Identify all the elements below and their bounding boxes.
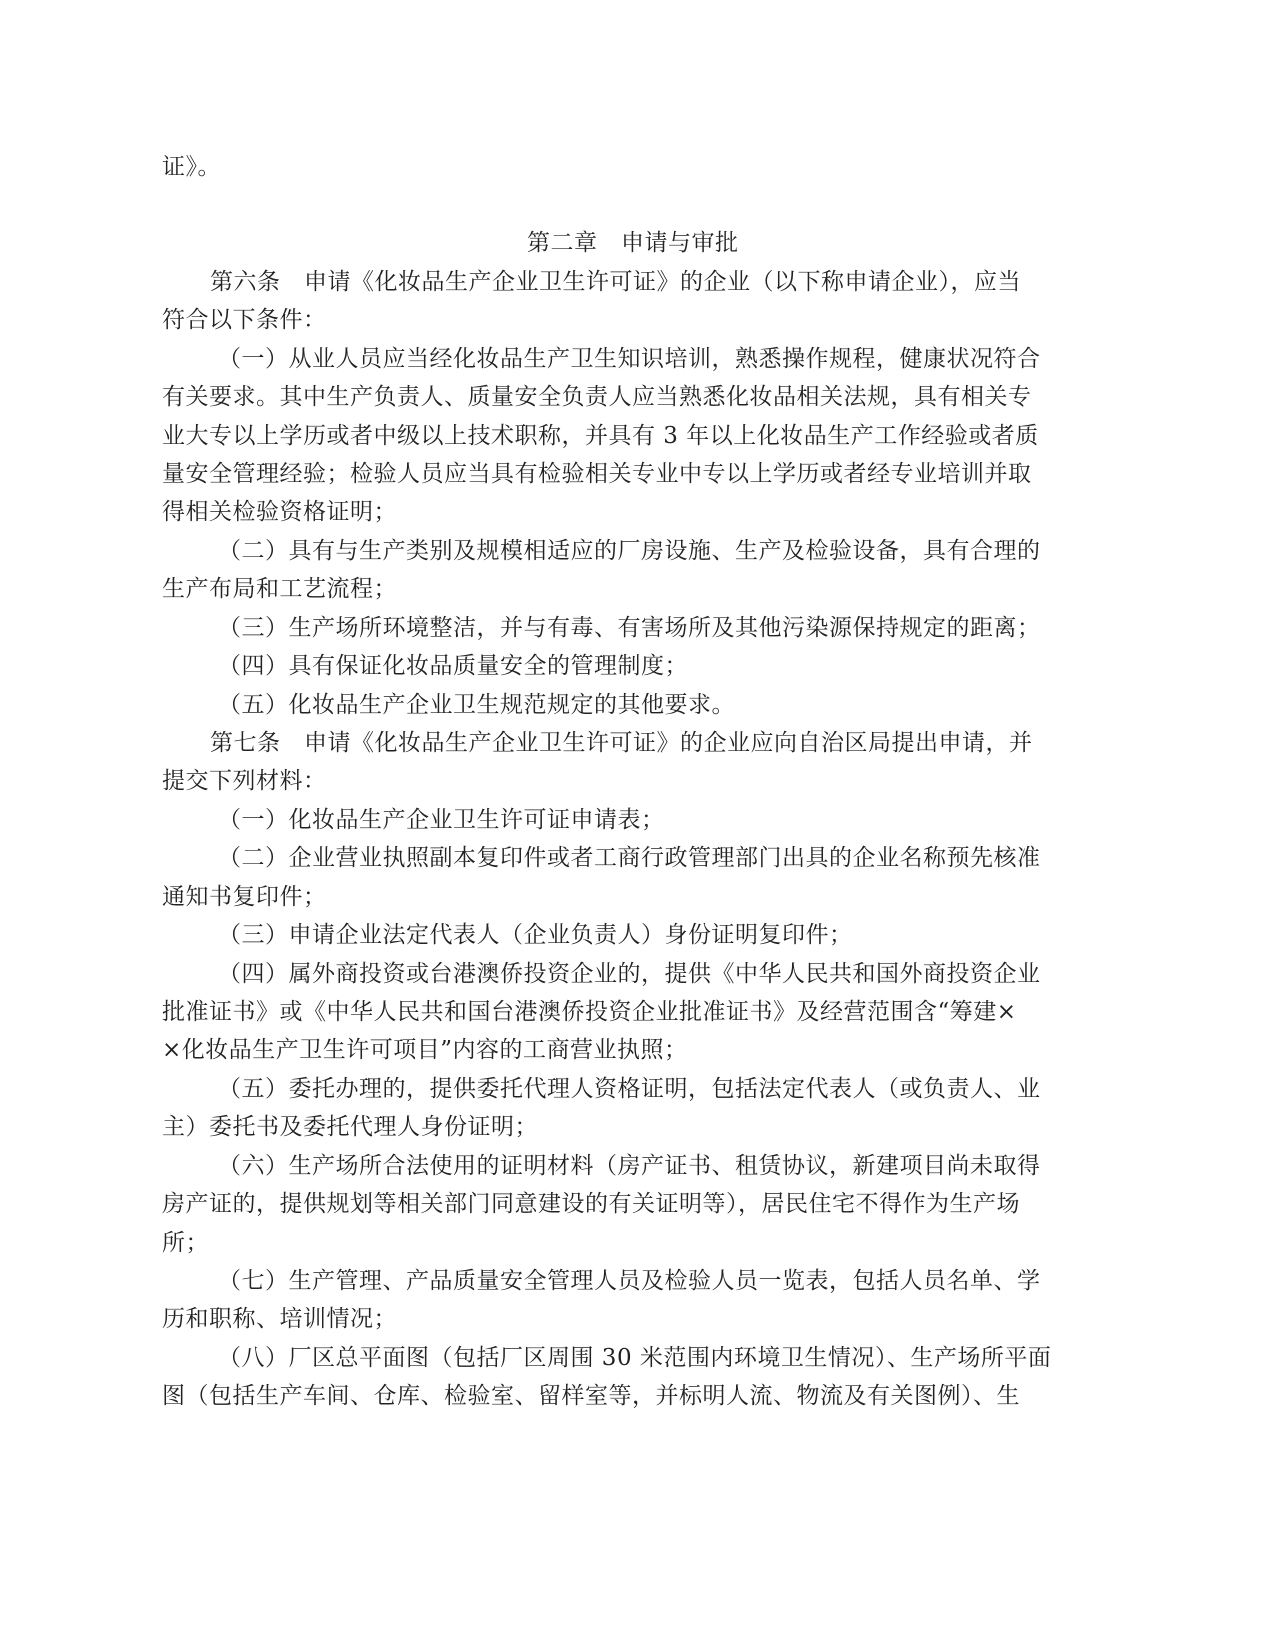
item-line: ×化妆品生产卫生许可项目”内容的工商营业执照； [162,1037,688,1063]
item-line: （三）生产场所环境整洁，并与有毒、有害场所及其他污染源保持规定的距离； [218,615,1041,641]
item-line: （六）生产场所合法使用的证明材料（房产证书、租赁协议，新建项目尚未取得 [218,1153,1041,1179]
item-line: 通知书复印件； [162,884,327,910]
item-line: 所； [162,1230,209,1256]
item-line: （八）厂区总平面图（包括厂区周围 30 米范围内环境卫生情况）、生产场所平面 [218,1345,1052,1371]
article-6-text-line: 符合以下条件： [162,307,327,333]
article-7-text-line: 提交下列材料： [162,768,327,794]
item-line: 房产证的，提供规划等相关部门同意建设的有关证明等），居民住宅不得作为生产场 [162,1191,1020,1217]
item-line: （七）生产管理、产品质量安全管理人员及检验人员一览表，包括人员名单、学 [218,1268,1041,1294]
chapter-heading: 第二章 申请与审批 [527,230,739,256]
item-line: （一）化妆品生产企业卫生许可证申请表； [218,807,665,833]
item-line: 图（包括生产车间、仓库、检验室、留样室等，并标明人流、物流及有关图例）、生 [162,1383,1020,1409]
item-line: 得相关检验资格证明； [162,499,397,525]
item-line: （四）具有保证化妆品质量安全的管理制度； [218,653,688,679]
item-line: 批准证书》或《中华人民共和国台港澳侨投资企业批准证书》及经营范围含“筹建× [162,999,1017,1025]
item-line: 历和职称、培训情况； [162,1306,397,1332]
item-line: 有关要求。其中生产负责人、质量安全负责人应当熟悉化妆品相关法规，具有相关专 [162,384,1032,410]
item-line: （一）从业人员应当经化妆品生产卫生知识培训，熟悉操作规程，健康状况符合 [218,346,1041,372]
item-line: 主）委托书及委托代理人身份证明； [162,1114,538,1140]
item-line: 量安全管理经验；检验人员应当具有检验相关专业中专以上学历或者经专业培训并取 [162,461,1032,487]
item-line: （二）具有与生产类别及规模相适应的厂房设施、生产及检验设备，具有合理的 [218,538,1041,564]
item-line: （五）委托办理的，提供委托代理人资格证明，包括法定代表人（或负责人、业 [218,1076,1041,1102]
item-line: （三）申请企业法定代表人（企业负责人）身份证明复印件； [218,922,853,948]
item-line: 业大专以上学历或者中级以上技术职称，并具有 3 年以上化妆品生产工作经验或者质 [162,423,1039,449]
text-line-continuation: 证》。 [162,154,221,180]
item-line: （五）化妆品生产企业卫生规范规定的其他要求。 [218,692,735,718]
article-6-heading-line: 第六条 申请《化妆品生产企业卫生许可证》的企业（以下称申请企业），应当 [210,269,1021,295]
item-line: （四）属外商投资或台港澳侨投资企业的，提供《中华人民共和国外商投资企业 [218,961,1041,987]
article-7-heading-line: 第七条 申请《化妆品生产企业卫生许可证》的企业应向自治区局提出申请，并 [210,730,1033,756]
item-line: （二）企业营业执照副本复印件或者工商行政管理部门出具的企业名称预先核准 [218,845,1041,871]
item-line: 生产布局和工艺流程； [162,576,397,602]
